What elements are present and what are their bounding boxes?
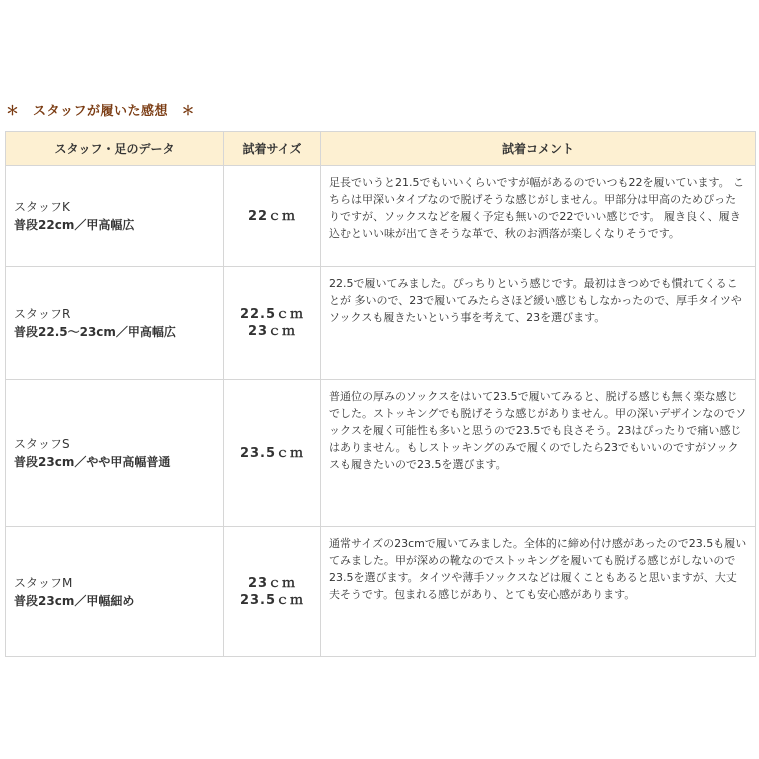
size-cell xyxy=(224,267,321,380)
staff-name: スタッフK xyxy=(14,200,70,214)
staff-usual-size: 普段22cm／甲高幅広 xyxy=(14,218,135,232)
staff-cell xyxy=(6,166,224,267)
staff-name: スタッフM xyxy=(14,575,73,590)
comment-cell: 22.5で履いてみました。ぴっちりという感じです。最初はきつめでも慣れてくることが 多いので、23で履いてみたらさほど緩い感じもしなかったので、厚手タイツやソックスも履きたいという事を考えて、23を選びます。 xyxy=(321,267,756,380)
staff-usual-size: 普段22.5～23cm／甲高幅広 xyxy=(14,325,176,339)
table-header-row xyxy=(6,132,756,166)
trial-size: 22ｃｍ xyxy=(247,208,297,224)
comment-cell: 普通位の厚みのソックスをはいて23.5で履いてみると、脱げる感じも無く楽な感じでした。ストッキングでも脱げそうな感じがありません。甲の深いデザインなのでソックスを履く可能性も多いと思うので23.5でも良さそう。23はぴったりで痛い感じはありません。もしストッキングのみで履くのでしたら23でもいいのですがソックスも履きたいので23.5を選びます。 xyxy=(321,380,756,527)
trial-size: 22.5ｃｍ xyxy=(239,307,305,322)
header-staff: スタッフ・足のデータ xyxy=(6,132,224,166)
section-title: ＊ スタッフが履いた感想 ＊ xyxy=(6,104,196,119)
size-cell xyxy=(224,380,321,527)
staff-usual-size: 普段23cm／甲幅細め xyxy=(14,593,135,608)
table-row xyxy=(6,527,756,657)
staff-name: スタッフR xyxy=(14,307,71,321)
staff-usual-size: 普段23cm／やや甲高幅普通 xyxy=(14,455,171,469)
size-cell xyxy=(224,527,321,657)
trial-size: 23ｃｍ xyxy=(247,324,297,339)
staff-cell xyxy=(6,527,224,657)
table-row xyxy=(6,166,756,267)
size-cell xyxy=(224,166,321,267)
table-row xyxy=(6,380,756,527)
trial-size: 23ｃｍ xyxy=(247,575,297,591)
trial-size: 23.5ｃｍ xyxy=(239,445,305,461)
staff-cell xyxy=(6,267,224,380)
header-size: 試着サイズ xyxy=(224,132,321,166)
staff-cell xyxy=(6,380,224,527)
comment-cell: 通常サイズの23cmで履いてみました。全体的に締め付け感があったので23.5も履いてみました。甲が深めの靴なのでストッキングを履いても脱げる感じがしないので23.5を選びます。タイツや薄手ソックスなどは履くこともあると思いますが、大丈夫そうです。包まれる感じがあり、とても安心感があります。 xyxy=(321,527,756,657)
table-row xyxy=(6,267,756,380)
comment-cell: 足長でいうと21.5でもいいくらいですが幅があるのでいつも22を履いています。 こちらは甲深いタイプなので脱げそうな感じがしません。甲部分は甲高のためぴったりですが、ソックスなどを履く予定も無いので22でいい感じです。 履き良く、履き込むといい味が出てきそうな革で、秋のお洒落が楽しくなりそうです。 xyxy=(321,166,756,267)
staff-name: スタッフS xyxy=(14,437,70,451)
staff-review-table xyxy=(5,131,756,657)
trial-size: 23.5ｃｍ xyxy=(239,592,305,608)
header-comment: 試着コメント xyxy=(321,132,756,166)
